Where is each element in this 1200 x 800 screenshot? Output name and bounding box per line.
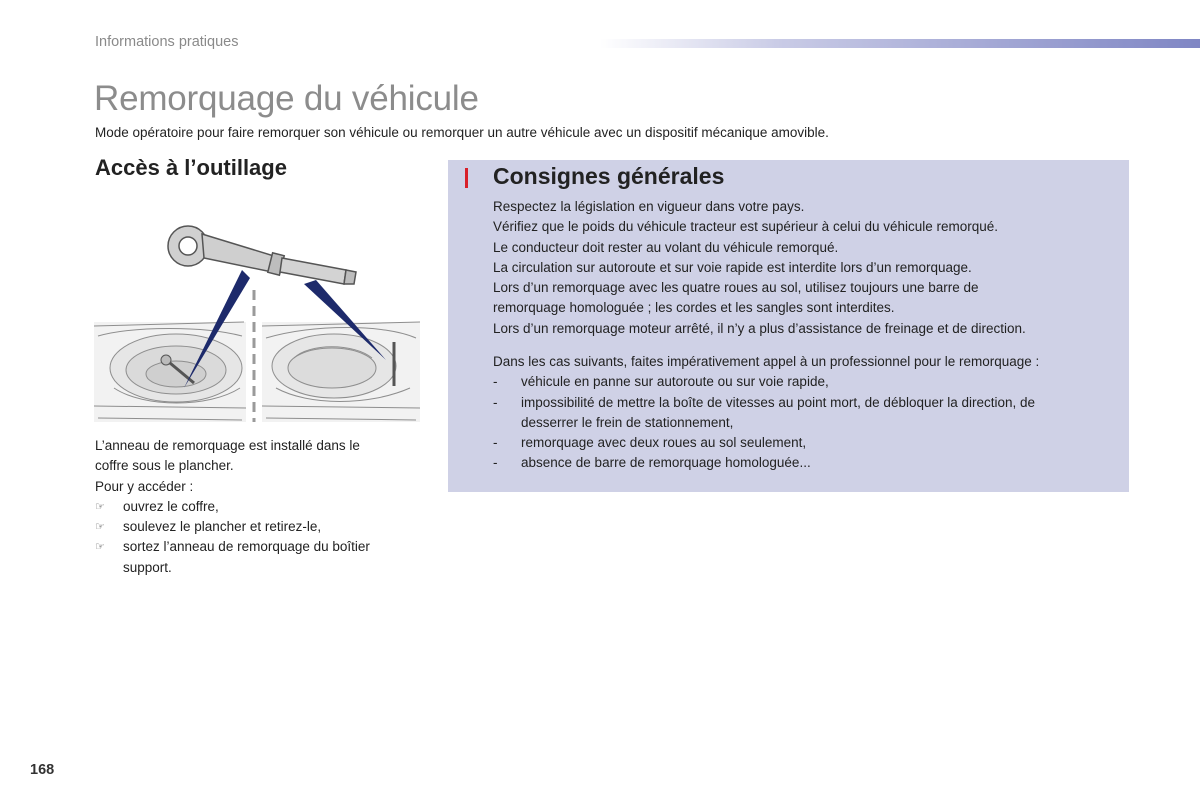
running-header: Informations pratiques [95,34,239,50]
towing-eye-illustration [94,218,420,424]
body-line: L’anneau de remorquage est installé dans le [95,438,360,453]
list-item: ☞ ouvrez le coffre, [95,497,415,517]
general-instructions-text [493,197,1123,339]
cases-list [493,372,1123,473]
body-line: Le conducteur doit rester au volant du véhicule remorqué. [493,239,839,255]
body-line: Pour y accéder : [95,478,194,494]
body-line: Vérifiez que le poids du véhicule tracteur est supérieur à celui du véhicule remorqué. [493,219,999,235]
body-line: Lors d’un remorquage avec les quatre roues au sol, utilisez toujours une barre de [493,280,979,296]
pointing-hand-icon: ☞ [95,521,105,534]
list-item: ☞ sortez l’anneau de remorquage du boîtier support. [95,539,370,575]
list-item: - véhicule en panne sur autoroute ou sur voie rapide, [493,374,829,390]
towing-eye-icon [168,226,356,284]
cases-intro: Dans les cas suivants, faites impérativement appel à un professionnel pour le remorquage : [493,354,1040,369]
body-line: remorquage homologuée ; les cordes et les sangles sont interdites. [493,300,895,316]
boot-left-panel [94,322,246,422]
intro-text: Mode opératoire pour faire remorquer son véhicule ou remorquer un autre véhicule avec un dispositif mécanique amovible. [95,125,829,140]
page-title: Remorquage du véhicule [94,79,479,118]
list-item: - absence de barre de remorquage homologuée... [493,455,811,471]
list-item: - remorquage avec deux roues au sol seulement, [493,435,807,451]
body-line: Respectez la législation en vigueur dans votre pays. [493,199,805,214]
boot-right-panel [262,322,420,422]
pointing-hand-icon: ☞ [95,500,105,513]
tools-access-heading: Accès à l’outillage [95,155,287,180]
body-line: coffre sous le plancher. [95,458,234,474]
page-number: 168 [30,762,55,778]
general-instructions-heading: Consignes générales [493,163,725,189]
pointing-hand-icon: ☞ [95,541,105,554]
list-item: - impossibilité de mettre la boîte de vitesses au point mort, de débloquer la direction, de desserrer le frein de stationnement, [493,394,1036,430]
list-item: ☞ soulevez le plancher et retirez-le, [95,517,415,537]
warning-mark [465,168,468,188]
header-gradient-bar [600,39,1200,48]
tools-access-text [95,436,415,578]
access-steps-list [95,497,415,578]
body-line: Lors d’un remorquage moteur arrêté, il n’y a plus d’assistance de freinage et de direction. [493,320,1026,336]
towing-eye-in-boot-image [94,218,420,424]
professional-cases [493,352,1123,474]
body-line: La circulation sur autoroute et sur voie rapide est interdite lors d’un remorquage. [493,259,972,275]
